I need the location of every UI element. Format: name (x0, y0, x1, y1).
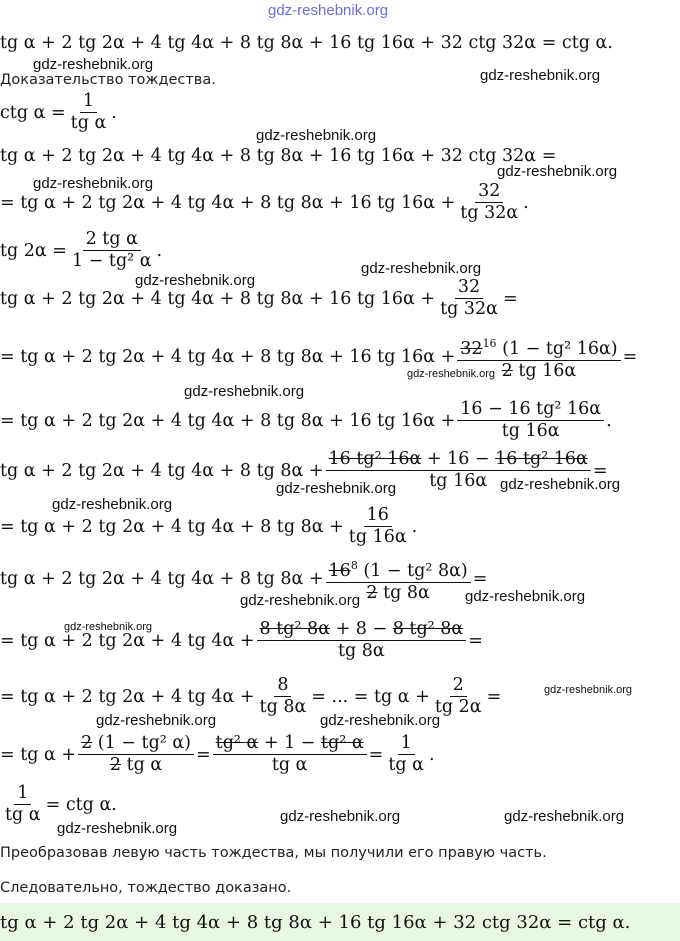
denominator: tg α (388, 755, 424, 775)
denominator: tg 8α (259, 697, 307, 717)
lhs: = tg α + (0, 744, 77, 765)
equation-line-10 (0, 676, 501, 717)
numerator: 32 (455, 278, 483, 299)
cancelled-number: 2 (109, 755, 122, 775)
denominator: tg 16α (348, 527, 407, 547)
denominator (363, 583, 432, 603)
cancelled-term: tg² α (215, 733, 259, 753)
watermark[interactable]: gdz-reshebnik.org (256, 127, 377, 144)
end-mark: . (411, 516, 418, 537)
middle-term: + 16 − (421, 449, 496, 469)
watermark-top[interactable]: gdz-reshebnik.org (268, 2, 389, 19)
numerator (326, 556, 471, 583)
watermark[interactable]: gdz-reshebnik.org (500, 476, 621, 493)
denominator (499, 361, 580, 381)
watermark[interactable]: gdz-reshebnik.org (240, 592, 361, 609)
lhs: = tg α + 2 tg 2α + 4 tg 4α + 8 tg 8α + 16 tg 16α + (0, 347, 456, 368)
lhs: = tg α + 2 tg 2α + 4 tg 4α + (0, 686, 255, 707)
final-identity-text: tg α + 2 tg 2α + 4 tg 4α + 8 tg 8α + 16 tg 16α + 32 ctg 32α = ctg α. (0, 911, 631, 933)
fraction (78, 734, 194, 775)
denominator: tg α (70, 113, 107, 133)
denominator-rest: tg α (121, 755, 163, 775)
watermark[interactable]: gdz-reshebnik.org (33, 56, 154, 73)
fraction (432, 676, 485, 717)
fraction (457, 182, 521, 223)
denominator: tg 32α (440, 299, 498, 319)
cancelled-term: 8 tg² 8α (392, 619, 464, 639)
end-mark: = (502, 288, 518, 309)
fraction (213, 734, 367, 775)
conclusion-1: Преобразовав левую часть тождества, мы получили его правую часть. (0, 845, 547, 861)
lhs: tg α + 2 tg 2α + 4 tg 4α + 8 tg 8α + (0, 569, 324, 590)
watermark[interactable]: gdz-reshebnik.org (280, 808, 401, 825)
denominator: tg 2α (434, 697, 482, 717)
numerator: 1 (398, 734, 415, 755)
cancelled-number: 2 (366, 582, 378, 603)
reduced-number: 8 (350, 559, 358, 572)
cancelled-term: 8 tg² 8α (259, 619, 331, 639)
denominator-rest: tg 8α (377, 582, 430, 603)
lhs: tg 2α = (0, 240, 67, 261)
lhs: tg α + 2 tg 2α + 4 tg 4α + 8 tg 8α + 16 tg 16α + (0, 288, 436, 309)
watermark[interactable]: gdz-reshebnik.org (184, 383, 305, 400)
middle-term: + 1 − (258, 733, 322, 753)
lhs: tg α + 2 tg 2α + 4 tg 4α + 8 tg 8α + (0, 460, 324, 481)
cancelled-term: tg² α (321, 733, 364, 753)
equation-line-12 (0, 784, 117, 825)
numerator (257, 620, 467, 641)
proof-heading: Доказательство тождества. (0, 72, 216, 88)
equation-line-3 (0, 278, 518, 319)
watermark[interactable]: gdz-reshebnik.org (544, 684, 633, 696)
numerator-rest: (1 − tg² 16α) (496, 338, 618, 359)
equals: = (368, 744, 384, 765)
watermark[interactable]: gdz-reshebnik.org (64, 621, 153, 633)
watermark[interactable]: gdz-reshebnik.org (465, 588, 586, 605)
watermark[interactable]: gdz-reshebnik.org (52, 496, 173, 513)
end-mark: . (156, 240, 163, 261)
watermark[interactable]: gdz-reshebnik.org (480, 67, 601, 84)
numerator-rest: (1 − tg² 8α) (357, 560, 468, 581)
cancelled-number: 32 (460, 338, 483, 359)
numerator: 16 − 16 tg² 16α (457, 400, 604, 421)
denominator: tg 16α (501, 421, 560, 441)
numerator-rest: (1 − tg² α) (92, 733, 191, 753)
numerator: 2 tg α (83, 230, 141, 251)
denominator: tg α (5, 805, 41, 825)
middle: = ... = tg α + (311, 686, 430, 707)
tg2-formula (0, 230, 162, 271)
fraction (346, 506, 410, 547)
rhs: = ctg α. (45, 794, 117, 815)
watermark[interactable]: gdz-reshebnik.org (504, 808, 625, 825)
watermark[interactable]: gdz-reshebnik.org (497, 163, 618, 180)
end-mark: = (592, 460, 608, 481)
denominator-rest: tg 16α (512, 360, 577, 381)
numerator: 32 (475, 182, 503, 203)
equation-line-5 (0, 400, 612, 441)
watermark[interactable]: gdz-reshebnik.org (276, 480, 397, 497)
end-mark: . (606, 410, 612, 431)
denominator: tg 32α (460, 203, 519, 223)
numerator: 16 (364, 506, 392, 527)
middle-term: + 8 − (330, 619, 393, 639)
fraction (69, 230, 155, 271)
denominator (107, 755, 165, 775)
denominator: tg 8α (338, 641, 385, 661)
numerator: 2 (450, 676, 467, 697)
fraction (457, 400, 604, 441)
end-mark: . (523, 192, 529, 213)
ctg-lhs: ctg α = (0, 102, 66, 123)
cancelled-number: 16 (328, 560, 351, 581)
final-identity (0, 903, 680, 941)
watermark[interactable]: gdz-reshebnik.org (57, 820, 178, 837)
cancelled-term: 16 tg² 16α (495, 449, 588, 469)
end-mark: . (111, 102, 117, 123)
end-mark: = (486, 686, 502, 707)
equals: = (196, 744, 211, 765)
end-mark: . (428, 744, 435, 765)
equation-line-1: tg α + 2 tg 2α + 4 tg 4α + 8 tg 8α + 16 tg 16α + 32 ctg 32α = (0, 146, 557, 166)
reduced-number: 16 (482, 337, 497, 350)
conclusion-2: Следовательно, тождество доказано. (0, 880, 292, 896)
watermark[interactable]: gdz-reshebnik.org (320, 712, 441, 729)
fraction (257, 620, 467, 661)
equation-line-4 (0, 334, 637, 381)
denominator: tg 16α (429, 471, 488, 491)
lhs: = tg α + 2 tg 2α + 4 tg 4α + 8 tg 8α + (0, 516, 344, 537)
watermark[interactable]: gdz-reshebnik.org (407, 368, 496, 380)
statement: tg α + 2 tg 2α + 4 tg 4α + 8 tg 8α + 16 tg 16α + 32 ctg 32α = ctg α. (0, 33, 613, 53)
numerator: 1 (80, 92, 97, 113)
numerator (78, 734, 194, 755)
lhs: = tg α + 2 tg 2α + 4 tg 4α + (0, 630, 255, 651)
numerator: 1 (14, 784, 31, 805)
end-mark: = (472, 569, 488, 590)
fraction (257, 676, 310, 717)
watermark[interactable]: gdz-reshebnik.org (33, 175, 154, 192)
cancelled-number: 2 (81, 733, 93, 753)
numerator (213, 734, 367, 755)
cancelled-number: 2 (501, 360, 513, 381)
end-mark: = (468, 630, 483, 651)
numerator (326, 450, 591, 471)
cancelled-term: 16 tg² 16α (328, 449, 422, 469)
lhs: = tg α + 2 tg 2α + 4 tg 4α + 8 tg 8α + 16 tg 16α + (0, 410, 456, 431)
watermark[interactable]: gdz-reshebnik.org (361, 260, 482, 277)
fraction (68, 92, 110, 133)
end-mark: = (622, 347, 638, 368)
denominator: tg α (271, 755, 308, 775)
ctg-definition (0, 92, 117, 133)
equation-line-11 (0, 734, 435, 775)
numerator: 8 (274, 676, 291, 697)
watermark[interactable]: gdz-reshebnik.org (135, 272, 256, 289)
fraction (2, 784, 44, 825)
fraction (385, 734, 427, 775)
lhs: = tg α + 2 tg 2α + 4 tg 4α + 8 tg 8α + 16 tg 16α + (0, 192, 456, 213)
numerator (457, 334, 620, 361)
denominator: 1 − tg² α (71, 251, 152, 271)
fraction (437, 278, 501, 319)
watermark[interactable]: gdz-reshebnik.org (96, 712, 217, 729)
